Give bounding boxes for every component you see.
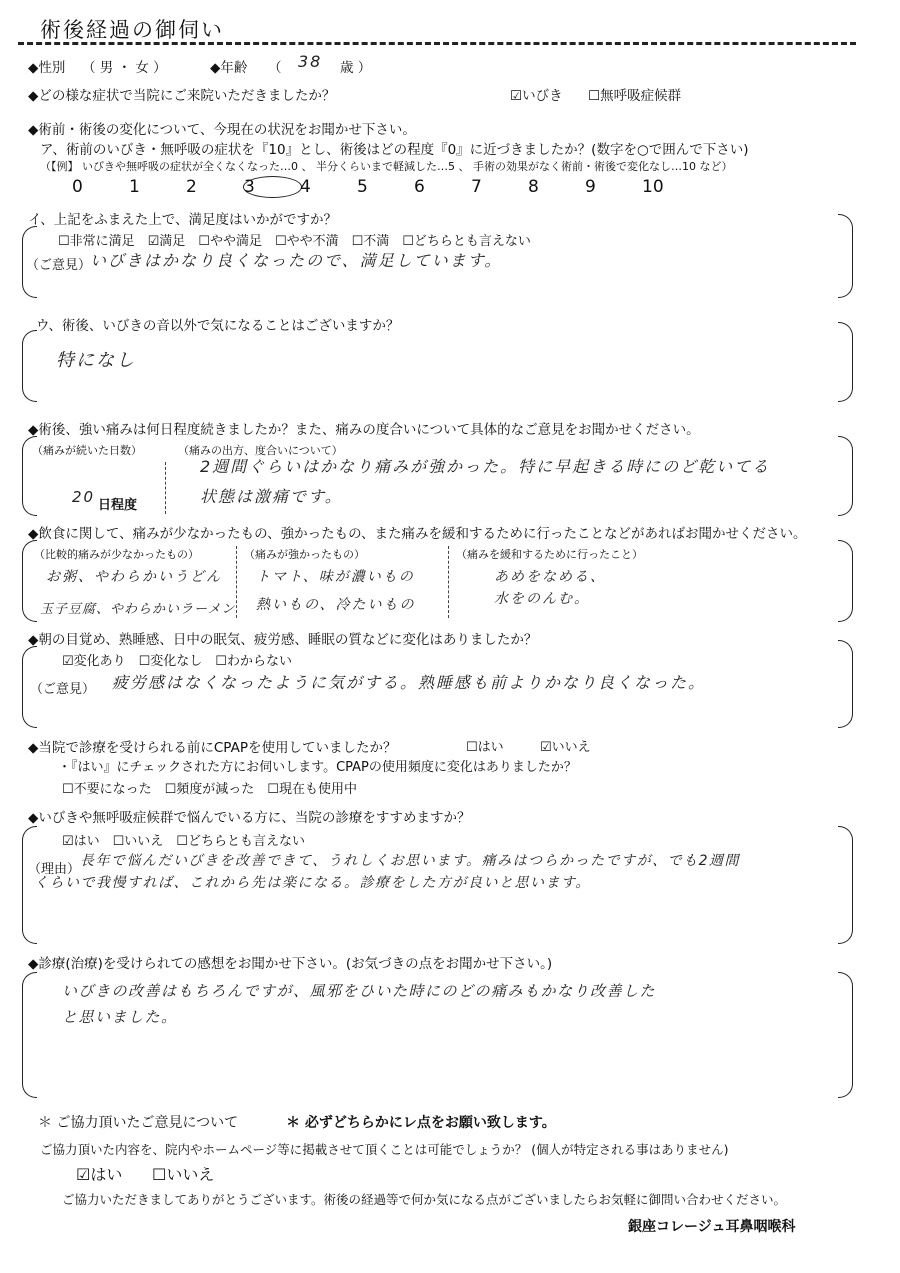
age-unit: 歳 ） (340, 60, 372, 76)
q9-reason-label: （理由） (28, 862, 81, 877)
scale-3[interactable]: 3 (243, 176, 302, 198)
scale-5[interactable]: 5 (357, 177, 368, 197)
q4-text: ウ、術後、いびきの音以外で気になることはございますか？ (36, 318, 400, 334)
q9-text: ◆いびきや無呼吸症候群で悩んでいる方に、当院の診療をすすめますか？ (28, 810, 471, 826)
q9-reason-line1: 長年で悩んだいびきを改善できて、うれしくお思います。痛みはつらかったですが、でも2週間 (80, 853, 741, 869)
q7-comment: 疲労感はなくなったように気がする。熟睡感も前よりかなり良くなった。 (112, 673, 707, 692)
scale-8[interactable]: 8 (528, 177, 539, 197)
age-open: （ (268, 60, 282, 76)
q6-col1-line1: お粥、やわらかいうどん (46, 569, 222, 585)
q3-text: イ、上記をふまえた上で、満足度はいかがですか？ (28, 212, 338, 228)
q8-sub-options[interactable]: ☐不要になった ☐頻度が減った ☐現在も使用中 (62, 782, 357, 797)
q2-text: ◆術前・術後の変化について、今現在の状況をお聞かせ下さい。 (28, 122, 416, 138)
q7-text: ◆朝の目覚め、熟睡感、日中の眠気、疲労感、睡眠の質などに変化はありましたか？ (28, 632, 538, 648)
q6-col2-label: （痛みが強かったもの） (244, 548, 365, 561)
q10-line1: いびきの改善はもちろんですが、風邪をひいた時にのどの痛みもかなり改善した (62, 982, 657, 1000)
q2-example: （【例】 いびきや無呼吸の症状が全くなくなった…0 、 半分くらいまで軽減した…5 、 手術の効果がなく術前・術後で変化なし…10 など） (40, 160, 733, 173)
q4-answer: 特になし (56, 350, 136, 371)
q8-no[interactable]: ☑いいえ (540, 740, 591, 755)
q6-col1-line2: 玉子豆腐、やわらかいラーメン (40, 602, 236, 617)
q7-options[interactable]: ☑変化あり ☐変化なし ☐わからない (62, 654, 292, 669)
gender-value: （ 男 ・ 女 ） (82, 60, 167, 76)
scale-0[interactable]: 0 (72, 177, 83, 197)
q8-text: ◆当院で診療を受けられる前にCPAPを使用していましたか？ (28, 740, 397, 756)
q2-a-text: ア、術前のいびき・無呼吸の症状を『10』とし、術後はどの程度『0』に近づきましたか？(数字を○で囲んで下さい) (40, 142, 749, 158)
q2-scale (72, 176, 699, 198)
q6-text: ◆飲食に関して、痛みが少なかったもの、強かったもの、また痛みを緩和するために行ったことなどがあればお聞かせください。 (28, 526, 807, 542)
clinic-name: 銀座コレージュ耳鼻咽喉科 (628, 1219, 796, 1235)
q6-col3-line1: あめをなめる、 (494, 569, 606, 585)
scale-6[interactable]: 6 (414, 177, 425, 197)
q4-bracket-left (22, 330, 37, 402)
scale-7[interactable]: 7 (471, 177, 482, 197)
q6-bracket-right (838, 540, 853, 622)
q1-text: ◆どの様な症状で当院にご来院いただきましたか？ (28, 88, 336, 104)
footer-note1: ＊ ご協力頂いたご意見について (38, 1115, 239, 1131)
footer-no[interactable]: ☐いいえ (152, 1165, 215, 1184)
q5-days-value: 20 (72, 488, 96, 506)
q5-detail-line2: 状態は激痛です。 (200, 487, 343, 506)
q6-col2-line1: トマト、味が濃いもの (256, 569, 415, 585)
q3-comment: いびきはかなり良くなったので、満足しています。 (90, 251, 503, 270)
q10-line2: と思いました。 (62, 1008, 178, 1026)
q5-text: ◆術後、強い痛みは何日程度続きましたか？また、痛みの度合いについて具体的なご意見をお聞かせください。 (28, 422, 700, 438)
scale-2[interactable]: 2 (186, 177, 197, 197)
q6-divider-2 (448, 546, 449, 618)
q6-col3-line2: 水をのんむ。 (494, 591, 590, 607)
scale-9[interactable]: 9 (585, 177, 596, 197)
q5-detail-label: （痛みの出方、度合いについて） (178, 444, 343, 457)
q10-bracket-right (838, 972, 853, 1098)
q6-col1-label: （比較的痛みが少なかったもの） (34, 548, 199, 561)
footer-question: ご協力頂いた内容を、院内やホームページ等に掲載させて頂くことは可能でしょうか？ (個人が特定される事はありません) (40, 1142, 729, 1157)
scale-4[interactable]: 4 (300, 177, 311, 197)
scale-10[interactable]: 10 (642, 177, 664, 197)
q9-reason-line2: くらいで我慢すれば、これから先は楽になる。診療をした方が良いと思います。 (34, 875, 591, 891)
age-value: 38 (298, 52, 323, 71)
scale-1[interactable]: 1 (129, 177, 140, 197)
title-divider (18, 42, 856, 45)
q8-sub-text: ・『はい』にチェックされた方にお伺いします。CPAPの使用頻度に変化はありましたか？ (58, 760, 577, 775)
footer-note2: ＊ 必ずどちらかにレ点をお願い致します。 (286, 1115, 556, 1131)
q6-divider-1 (236, 546, 237, 618)
q6-col2-line2: 熱いもの、冷たいもの (256, 597, 416, 613)
scale-3-circled[interactable] (243, 176, 300, 198)
q3-options[interactable]: ☐非常に満足 ☑満足 ☐やや満足 ☐やや不満 ☐不満 ☐どちらとも言えない (58, 234, 531, 249)
q5-divider (165, 462, 166, 514)
q5-days-label: （痛みが続いた日数） (32, 444, 142, 457)
footer-thanks: ご協力いただきましてありがとうございます。術後の経過等で何か気になる点がございましたらお気軽に御問い合わせください。 (62, 1192, 787, 1207)
q3-bracket-right (838, 214, 853, 298)
q3-comment-label: （ご意見） (26, 258, 92, 273)
q9-bracket-right (838, 826, 853, 944)
page-title: 術後経過の御伺い (40, 18, 224, 42)
gender-label: ◆性別 (28, 60, 66, 76)
q8-yes[interactable]: ☐はい (466, 740, 504, 755)
q5-days-unit: 日程度 (98, 498, 138, 513)
q10-text: ◆診療(治療)を受けられての感想をお聞かせ下さい。(お気づきの点をお聞かせ下さい。) (28, 956, 553, 972)
q6-col3-label: （痛みを緩和するために行ったこと） (456, 548, 643, 561)
q1-option-apnea[interactable]: ☐無呼吸症候群 (588, 88, 682, 104)
q9-options[interactable]: ☑はい ☐いいえ ☐どちらとも言えない (62, 834, 305, 849)
q5-bracket-right (838, 436, 853, 516)
q4-bracket-right (838, 322, 853, 402)
q5-detail-line1: 2週間ぐらいはかなり痛みが強かった。特に早起きる時にのど乾いてる (200, 457, 771, 476)
age-label: ◆年齢 (210, 60, 248, 76)
q1-option-snoring[interactable]: ☑いびき (510, 88, 563, 104)
q7-bracket-right (838, 640, 853, 728)
q7-comment-label: （ご意見） (30, 682, 96, 697)
footer-yes[interactable]: ☑はい (76, 1165, 123, 1184)
q10-bracket-left (22, 972, 37, 1098)
